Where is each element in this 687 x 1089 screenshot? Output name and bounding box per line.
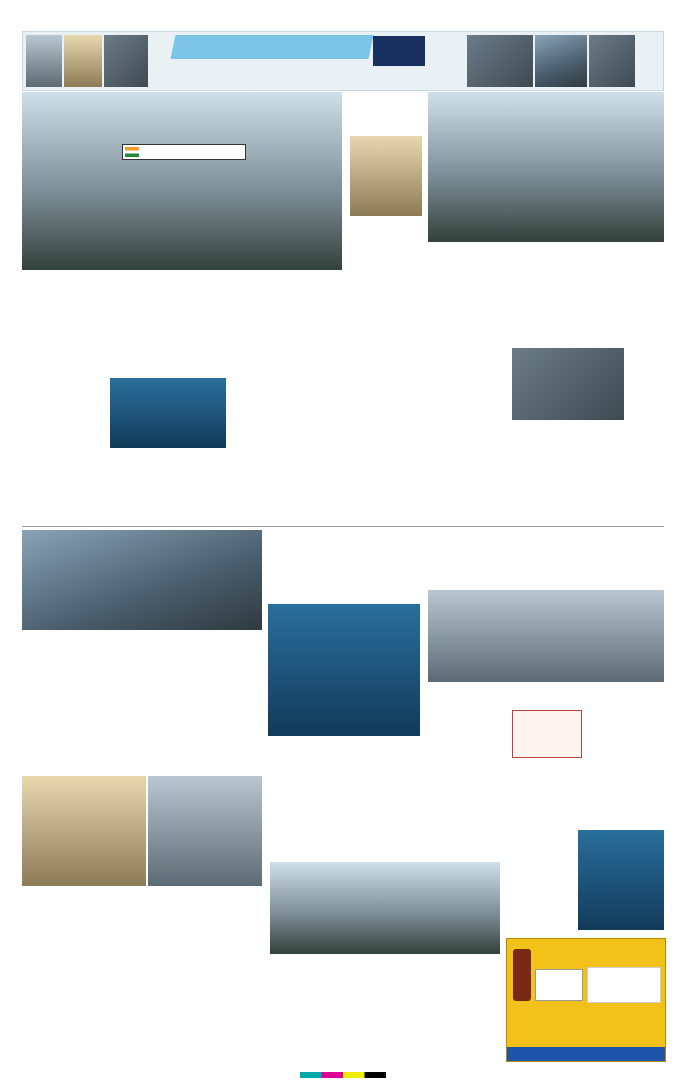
right-top-caption bbox=[428, 244, 664, 258]
india-flag-icon bbox=[125, 147, 139, 157]
gurpurab-pullquote bbox=[513, 711, 581, 717]
bottle-icon bbox=[513, 949, 531, 1001]
top-story-photo bbox=[22, 92, 342, 270]
top-story-caption bbox=[22, 272, 342, 286]
gurpurab-body-2 bbox=[584, 694, 664, 768]
hockey-body-2 bbox=[346, 740, 420, 840]
hockey-photo bbox=[268, 604, 420, 736]
thanksgiving-body-2 bbox=[144, 694, 264, 774]
gurpurab-headline bbox=[426, 534, 664, 586]
jaggi-body-right bbox=[628, 324, 664, 424]
jaggi-headline bbox=[430, 262, 662, 318]
masthead-photo-child bbox=[26, 35, 62, 87]
middle-story-headline bbox=[348, 440, 508, 466]
right-top-photo bbox=[428, 92, 664, 242]
kohli-photo bbox=[578, 830, 664, 930]
fatgo-ad[interactable] bbox=[506, 938, 666, 1062]
heritage-photo bbox=[270, 862, 500, 954]
hockey-headline bbox=[272, 552, 420, 600]
sikh-community-photo bbox=[22, 530, 262, 630]
masthead-photo-portrait bbox=[104, 35, 148, 87]
heritage-headline bbox=[268, 846, 504, 860]
pakistan-body-3 bbox=[186, 962, 266, 1058]
masthead-photo-footballer bbox=[589, 35, 635, 87]
print-color-bar bbox=[300, 1072, 386, 1078]
gurpurab-body-1 bbox=[426, 694, 510, 768]
gurpurab-pullquote-box bbox=[512, 710, 582, 758]
masthead-photo-boxer bbox=[535, 35, 587, 87]
top-story-body-2 bbox=[110, 460, 226, 522]
heritage-body-1 bbox=[270, 958, 344, 1058]
operation-banner bbox=[122, 144, 246, 160]
jaggi-photo bbox=[512, 348, 624, 420]
pakistan-photo-right bbox=[148, 776, 262, 886]
kohli-body-1 bbox=[506, 820, 576, 930]
ad-contact bbox=[507, 1047, 665, 1051]
product-box bbox=[535, 969, 583, 1001]
product-box-2 bbox=[587, 967, 661, 1003]
ad-product bbox=[536, 970, 582, 980]
thanksgiving-body-1 bbox=[22, 694, 140, 774]
masthead-photo-cricket bbox=[467, 35, 533, 87]
side-story-headline bbox=[348, 92, 420, 134]
heritage-body-3 bbox=[426, 958, 500, 1058]
rescue-photo bbox=[110, 378, 226, 448]
pakistan-body-2 bbox=[104, 962, 182, 1058]
side-story-body bbox=[348, 226, 424, 436]
hockey-body-1 bbox=[268, 740, 342, 840]
jaggi-body-lower bbox=[512, 430, 664, 520]
gurpurab-photo bbox=[428, 590, 664, 682]
pakistan-photo-left bbox=[22, 776, 146, 886]
top-story-body-3 bbox=[230, 362, 344, 522]
middle-story-body bbox=[348, 470, 508, 522]
side-story-photo bbox=[350, 136, 422, 216]
top-story-body-1 bbox=[22, 362, 108, 522]
pakistan-body-1 bbox=[22, 962, 100, 1058]
thanksgiving-headline bbox=[22, 644, 264, 690]
heritage-body-2 bbox=[348, 958, 422, 1058]
masthead-badge bbox=[373, 36, 425, 66]
masthead bbox=[22, 31, 664, 91]
masthead-photo-woman bbox=[64, 35, 102, 87]
